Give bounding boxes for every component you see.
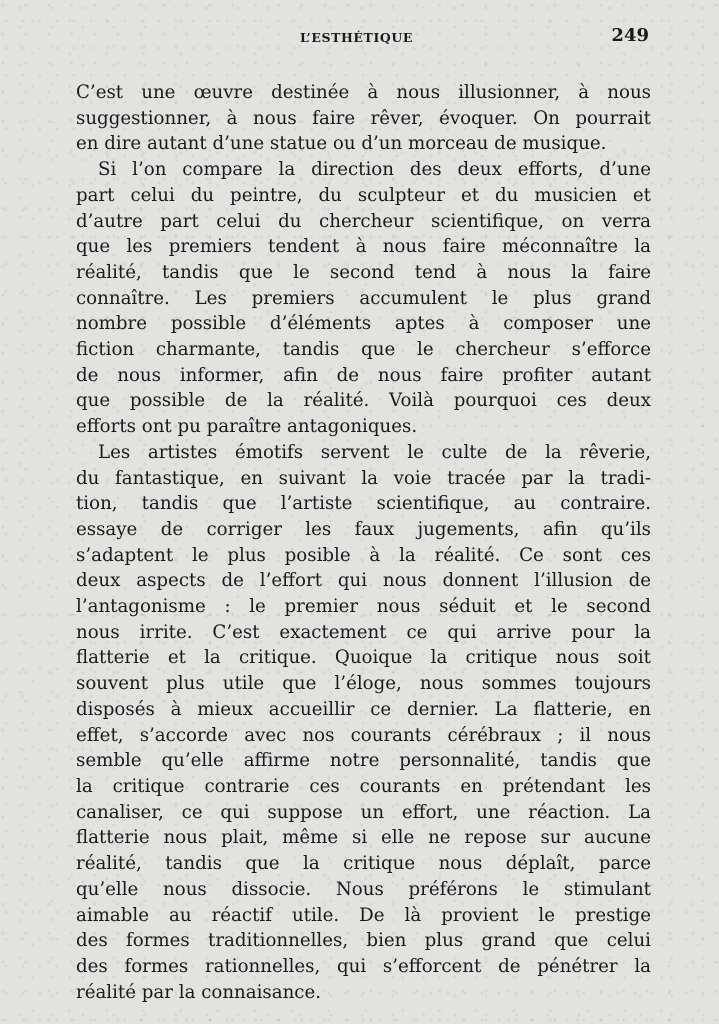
text-line: des formes rationnelles, qui s’efforcent de pénétrer la xyxy=(76,955,651,977)
text-line: essaye de corriger les faux jugements, afin qu’ils xyxy=(76,518,651,540)
text-line: canaliser, ce qui suppose un effort, une réaction. La xyxy=(76,801,651,823)
text-line: du fantastique, en suivant la voie tracée par la tradi- xyxy=(76,467,651,489)
text-line: efforts ont pu paraître antagoniques. xyxy=(76,416,418,438)
paragraph xyxy=(76,80,651,157)
running-head: L’ESTHÉTIQUE xyxy=(300,30,414,45)
text-line: semble qu’elle affirme notre personnalité, tandis que xyxy=(76,750,651,772)
text-line: nous irrite. C’est exactement ce qui arrive pour la xyxy=(76,621,651,643)
text-line: nombre possible d’éléments aptes à composer une xyxy=(76,313,651,335)
text-line: souvent plus utile que l’éloge, nous sommes toujours xyxy=(76,673,651,695)
text-line: tion, tandis que l’artiste scientifique, au contraire. xyxy=(76,493,651,515)
text-line: fiction charmante, tandis que le chercheur s’efforce xyxy=(76,339,651,361)
text-line: Les artistes émotifs servent le culte de la rêverie, xyxy=(98,441,651,463)
text-line: flatterie et la critique. Quoique la critique nous soit xyxy=(76,647,651,669)
text-line: l’antagonisme : le premier nous séduit et le second xyxy=(76,596,651,618)
text-line: s’adaptent le plus posible à la réalité. Ce sont ces xyxy=(76,544,651,566)
text-line: suggestionner, à nous faire rêver, évoquer. On pourrait xyxy=(76,107,651,129)
text-line: effet, s’accorde avec nos courants cérébraux ; il nous xyxy=(76,724,651,746)
page-number: 249 xyxy=(611,25,649,46)
text-line: réalité par la connaisance. xyxy=(76,981,322,1003)
text-line: des formes traditionnelles, bien plus grand que celui xyxy=(76,930,651,952)
text-line: Si l’on compare la direction des deux efforts, d’une xyxy=(98,159,651,181)
text-line: part celui du peintre, du sculpteur et du musicien et xyxy=(76,184,651,206)
text-line: que les premiers tendent à nous faire méconnaître la xyxy=(76,236,651,258)
body-text xyxy=(76,80,651,1005)
text-line: de nous informer, afin de nous faire profiter autant xyxy=(76,364,651,386)
text-line: aimable au réactif utile. De là provient le prestige xyxy=(76,904,651,926)
text-line: d’autre part celui du chercheur scientifique, on verra xyxy=(76,210,651,232)
text-line: que possible de la réalité. Voilà pourquoi ces deux xyxy=(76,390,651,412)
text-line: connaître. Les premiers accumulent le plus grand xyxy=(76,287,651,309)
text-line: en dire autant d’une statue ou d’un morceau de musique. xyxy=(76,133,607,155)
text-line: deux aspects de l’effort qui nous donnent l’illusion de xyxy=(76,570,651,592)
text-line: qu’elle nous dissocie. Nous préférons le stimulant xyxy=(76,878,651,900)
text-line: flatterie nous plait, même si elle ne repose sur aucune xyxy=(76,827,651,849)
text-line: disposés à mieux accueillir ce dernier. La flatterie, en xyxy=(76,698,651,720)
paragraph xyxy=(76,157,651,440)
paragraph xyxy=(76,440,651,1005)
text-line: réalité, tandis que la critique nous déplaît, parce xyxy=(76,853,651,875)
text-line: la critique contrarie ces courants en prétendant les xyxy=(76,775,651,797)
text-line: C’est une œuvre destinée à nous illusionner, à nous xyxy=(76,82,651,103)
text-line: réalité, tandis que le second tend à nous la faire xyxy=(76,261,651,283)
